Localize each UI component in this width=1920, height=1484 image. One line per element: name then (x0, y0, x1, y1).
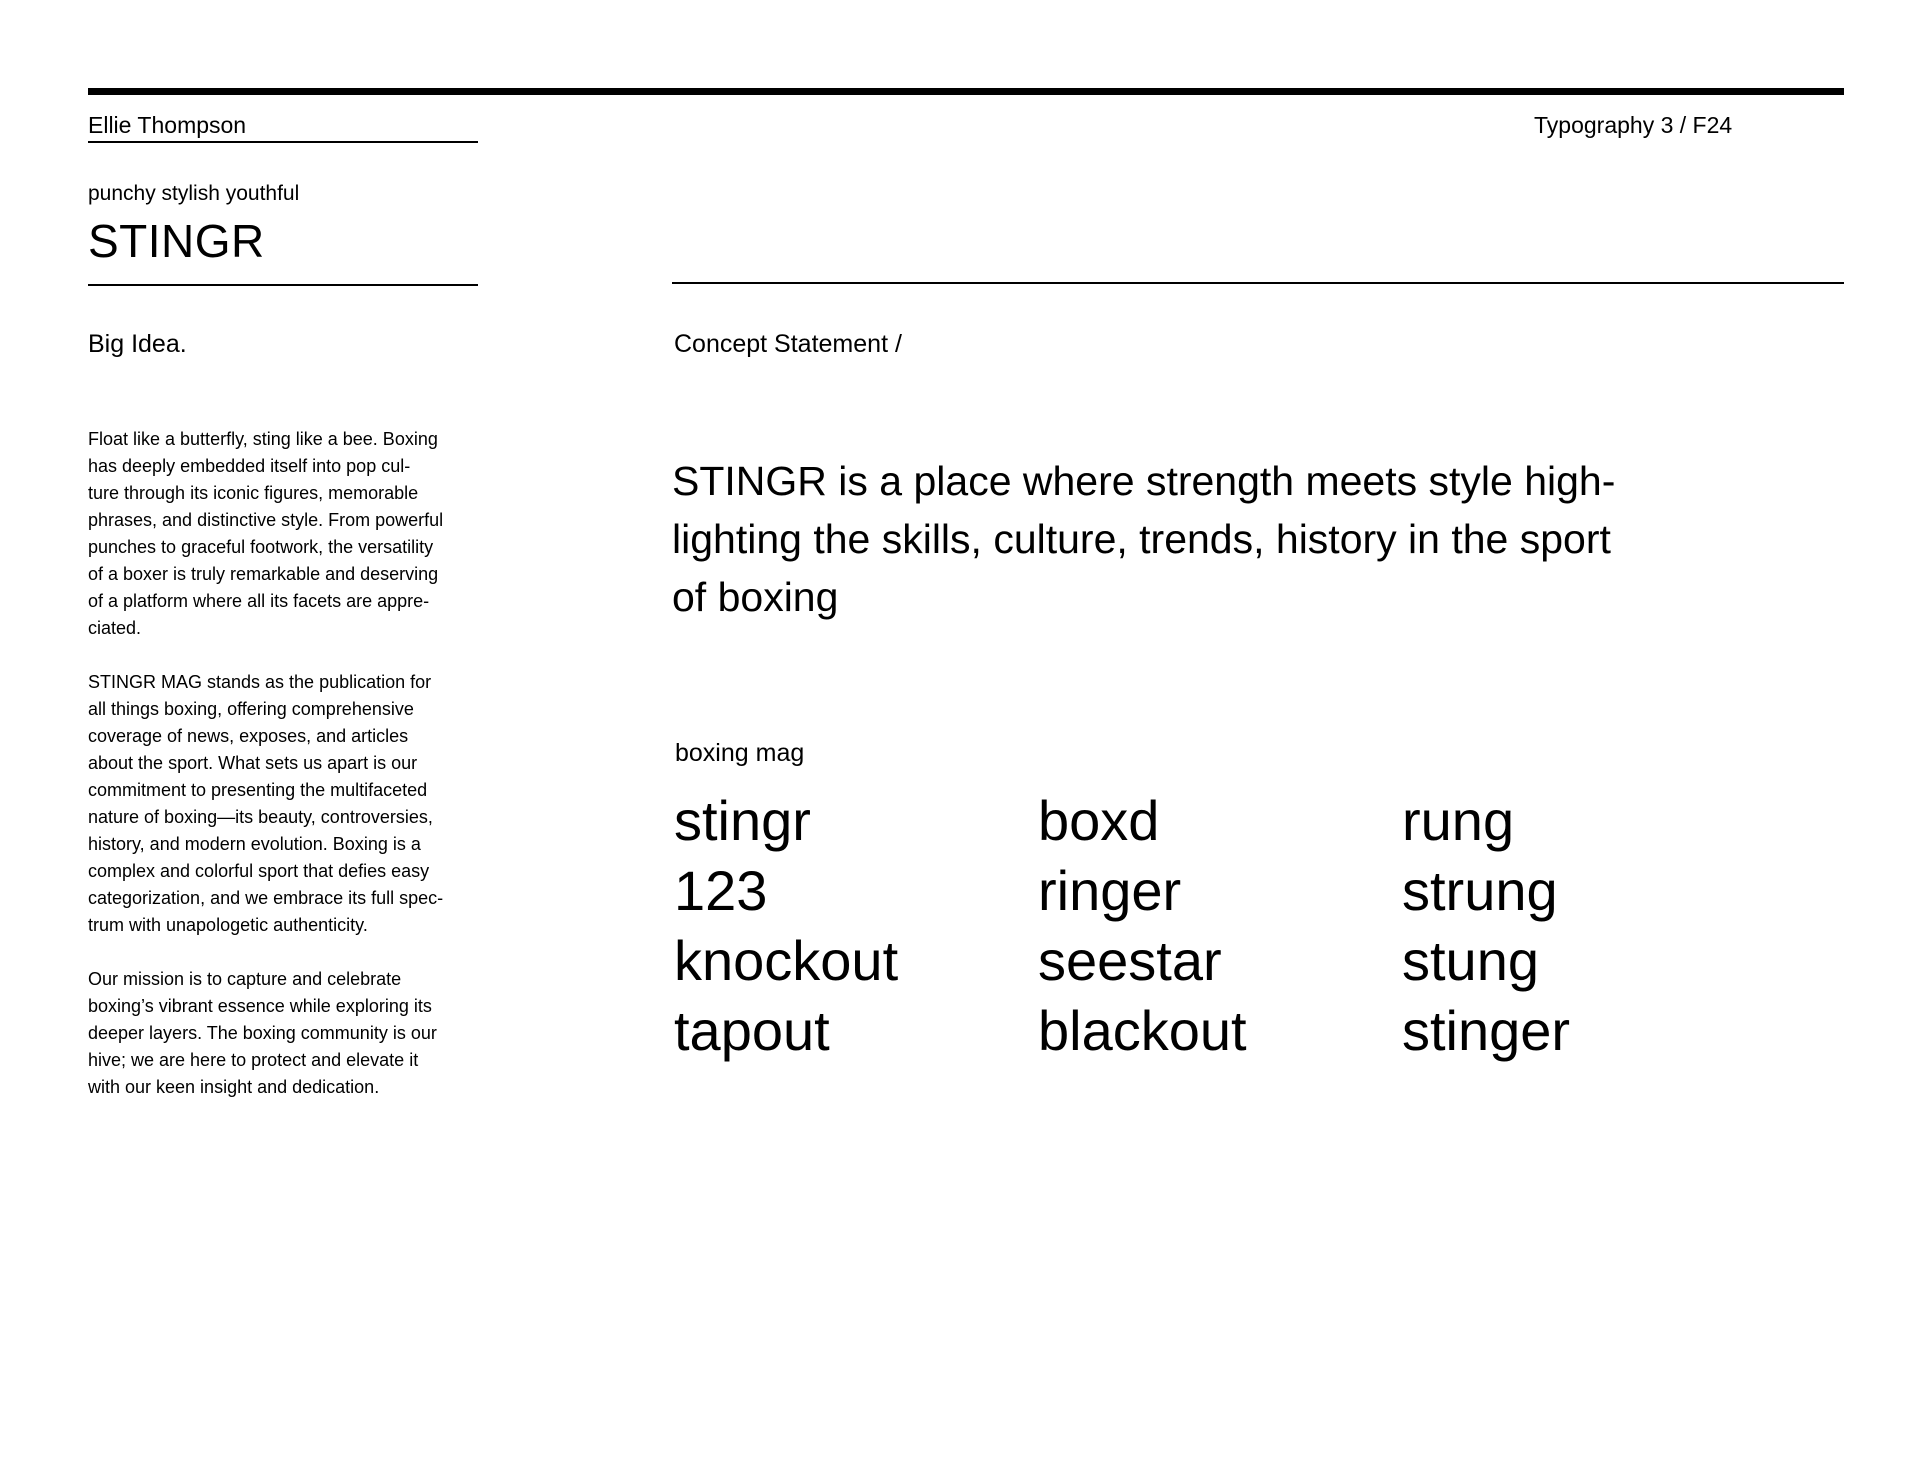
name-option: seestar (1038, 929, 1222, 992)
concept-divider (672, 282, 1844, 284)
name-options-label: boxing mag (675, 739, 805, 767)
name-option: knockout (674, 929, 899, 992)
name-option: ringer (1038, 859, 1182, 922)
author-name: Ellie Thompson (88, 112, 247, 138)
name-column-2 (1038, 786, 1378, 1066)
big-idea-heading: Big Idea. (88, 330, 187, 358)
brand-divider (88, 284, 478, 286)
name-option: strung (1402, 859, 1558, 922)
brand-keywords: punchy stylish youthful (88, 182, 300, 205)
name-option: boxd (1038, 789, 1160, 852)
name-option: stung (1402, 929, 1539, 992)
name-option: rung (1402, 789, 1515, 852)
top-rule (88, 88, 1844, 95)
name-option: tapout (674, 999, 830, 1062)
concept-statement-text: STINGR is a place where strength meets style high- lighting the skills, culture, trends, history in the sport of boxing (672, 458, 1616, 620)
name-option: stinger (1402, 999, 1571, 1062)
name-option: 123 (674, 859, 768, 922)
big-idea-paragraph-3: Our mission is to capture and celebrate boxing’s vibrant essence while exploring its deeper layers. The boxing community is our hive; we are here to protect and elevate it with our keen insight and dedication. (88, 969, 437, 1097)
brand-title: STINGR (88, 215, 265, 267)
name-column-3 (1402, 786, 1742, 1066)
name-column-1 (674, 786, 1014, 1066)
course-label: Typography 3 / F24 (1534, 112, 1733, 138)
name-option: stingr (674, 789, 811, 852)
big-idea-paragraph-2: STINGR MAG stands as the publication for all things boxing, offering comprehensive coverage of news, exposes, and articles about the sport. What sets us apart is our commitment to presenting the multifaceted nature of boxing—its beauty, controversies, history, and modern evolution. Boxing is a complex and colorful sport that defies easy categorization, and we embrace its full spec- trum with unapologetic authenticity. (88, 672, 444, 935)
author-underline (88, 141, 478, 143)
big-idea-paragraph-1: Float like a butterfly, sting like a bee. Boxing has deeply embedded itself into pop cul- ture through its iconic figures, memorable phrases, and distinctive style. From powerful punches to graceful footwork, the versatility of a boxer is truly remarkable and deserving of a platform where all its facets are appre- ciated. (88, 429, 444, 638)
big-idea-body (88, 426, 482, 1128)
concept-statement-heading: Concept Statement / (674, 330, 902, 358)
name-option: blackout (1038, 999, 1247, 1062)
